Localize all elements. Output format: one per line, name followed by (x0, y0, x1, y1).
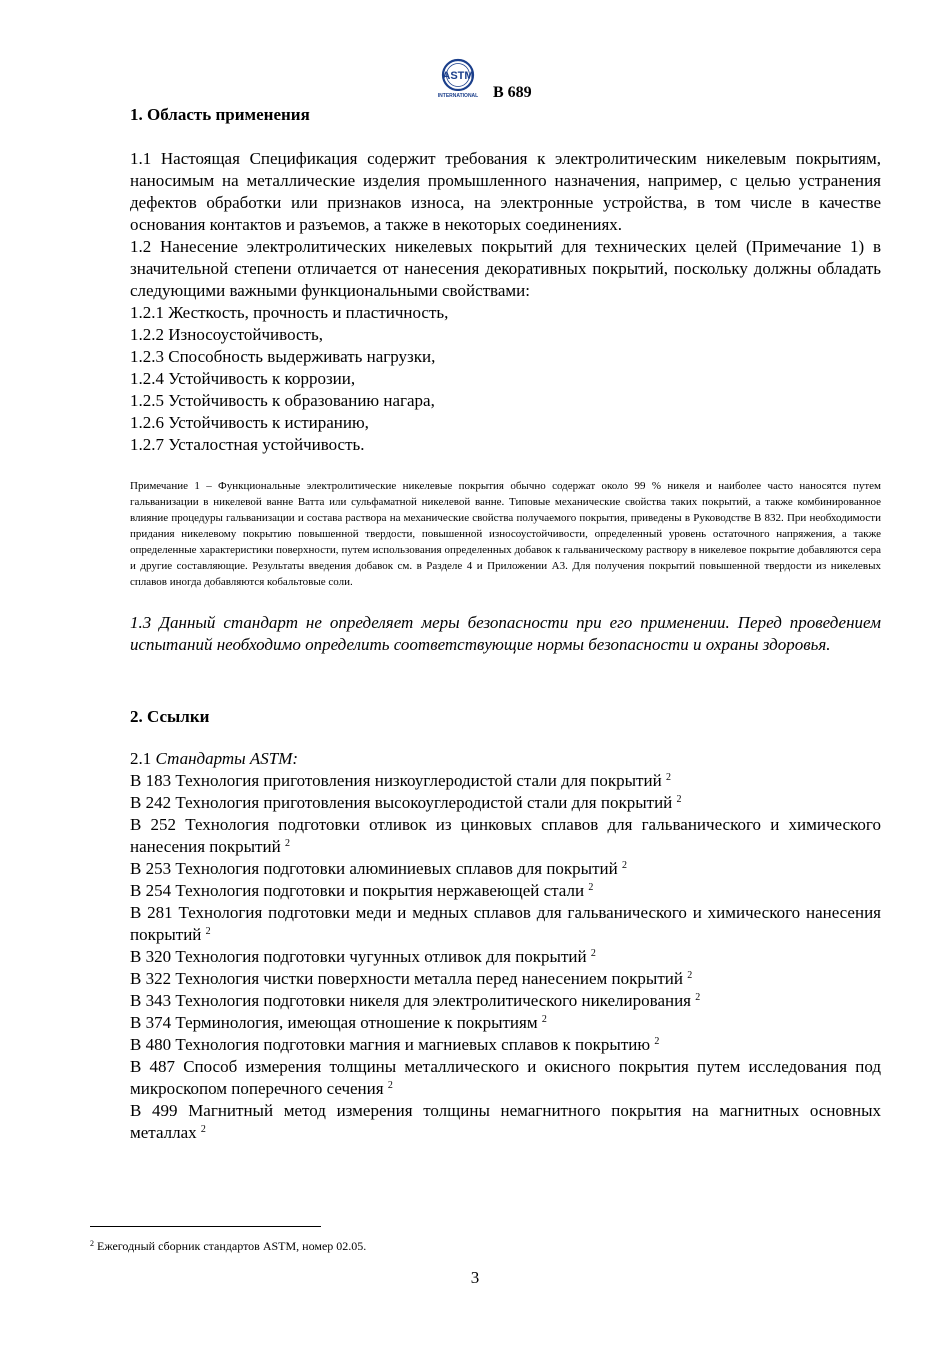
reference-item: В 487 Способ измерения толщины металлического и окисного покрытия путем исследования под микроскопом поперечного сечения $^2$ (130, 1057, 881, 1098)
reference-item: В 281 Технология подготовки меди и медных сплавов для гальванического и химического нанесения покрытий $^2$ (130, 903, 881, 944)
page-content (130, 104, 881, 1144)
list-item: 1.2.6 Устойчивость к истиранию, (130, 413, 369, 432)
footnote-ref: 2 (588, 882, 594, 893)
list-item: 1.2.7 Усталостная устойчивость. (130, 435, 365, 454)
footnote-mark: 2 (90, 1239, 94, 1248)
subsection-2-1-number: 2.1 (130, 749, 156, 768)
subsection-2-1-title: Стандарты ASTM: (155, 749, 299, 768)
footnote-ref: 2 (695, 992, 701, 1003)
footnote-ref: 2 (205, 926, 211, 937)
section-2-title: 2. Ссылки (130, 707, 210, 726)
list-item: 1.2.1 Жесткость, прочность и пластичность, (130, 303, 449, 322)
paragraph-1-1: 1.1 Настоящая Спецификация содержит требования к электролитическим никелевым покрытиям, наносимым на металлические изделия промышленного назначения, например, с целью устранения дефектов обработки или признаков износа, на электронные устройства, в том числе в качестве основания контактов и разъемов, а также в некоторых соединениях. (130, 149, 881, 234)
footnote-divider (90, 1226, 321, 1227)
footnote-ref: 2 (665, 772, 671, 783)
footnote-ref: 2 (676, 794, 682, 805)
list-item: 1.2.4 Устойчивость к коррозии, (130, 369, 356, 388)
svg-text:INTERNATIONAL: INTERNATIONAL (437, 93, 479, 99)
svg-text:ASTM: ASTM (442, 70, 474, 82)
reference-item: В 254 Технология подготовки и покрытия нержавеющей стали $^2$ (130, 881, 594, 900)
reference-item: В 252 Технология подготовки отливок из цинковых сплавов для гальванического и химического нанесения покрытий $^2$ (130, 815, 881, 856)
list-item: 1.2.3 Способность выдерживать нагрузки, (130, 347, 436, 366)
reference-item: В 253 Технология подготовки алюминиевых сплавов для покрытий $^2$ (130, 859, 627, 878)
paragraph-1-3: 1.3 Данный стандарт не определяет меры безопасности при его применении. Перед проведением испытаний необходимо определить соответствующие нормы безопасности и охраны здоровья. (130, 613, 881, 654)
reference-item: В 242 Технология приготовления высокоуглеродистой стали для покрытий $^2$ (130, 793, 682, 812)
subsection-2-1 (130, 748, 881, 770)
footnote-ref: 2 (387, 1080, 393, 1091)
footnote-ref: 2 (200, 1124, 206, 1135)
reference-item: В 343 Технология подготовки никеля для электролитического никелирования $^2$ (130, 991, 701, 1010)
document-code: B 689 (493, 84, 532, 101)
footnote-text: Ежегодный сборник стандартов ASTM, номер 02.05. (97, 1239, 367, 1253)
paragraph-1-2: 1.2 Нанесение электролитических никелевых покрытий для технических целей (Примечание 1) в значительной степени отличается от нанесения декоративных покрытий, поскольку должны обладать следующими важными функциональными свойствами: (130, 237, 881, 300)
footnote-ref: 2 (284, 838, 290, 849)
page-header (0, 58, 950, 104)
reference-item: В 499 Магнитный метод измерения толщины немагнитного покрытия на магнитных основных металлах $^2$ (130, 1101, 881, 1142)
section-1-title: 1. Область применения (130, 105, 310, 124)
footnote-ref: 2 (621, 860, 627, 871)
page-number: 3 (470, 1268, 480, 1287)
astm-logo-icon (432, 58, 484, 100)
reference-item: В 320 Технология подготовки чугунных отливок для покрытий $^2$ (130, 947, 596, 966)
reference-item: В 322 Технология чистки поверхности металла перед нанесением покрытий $^2$ (130, 969, 693, 988)
footnote-ref: 2 (654, 1036, 660, 1047)
reference-item: В 480 Технология подготовки магния и магниевых сплавов к покрытию $^2$ (130, 1035, 660, 1054)
list-item: 1.2.5 Устойчивость к образованию нагара, (130, 391, 435, 410)
footnote-ref: 2 (687, 970, 693, 981)
reference-item: В 374 Терминология, имеющая отношение к покрытиям $^2$ (130, 1013, 547, 1032)
reference-item: В 183 Технология приготовления низкоуглеродистой стали для покрытий $^2$ (130, 771, 671, 790)
footnote (90, 1238, 366, 1254)
footnote-ref: 2 (541, 1014, 547, 1025)
footnote-ref: 2 (590, 948, 596, 959)
list-item: 1.2.2 Износоустойчивость, (130, 325, 323, 344)
note-1: Примечание 1 – Функциональные электролитические никелевые покрытия обычно содержат около 99 % никеля и наиболее часто наносятся путем гальванизации в никелевой ванне Ватта или сульфаматной никелевой ванне. Типовые механические свойства таких покрытий, а также комбинированное влияние процедуры гальванизации и состава раствора на механические свойства получаемого покрытия, приведены в Руководстве В 832. При необходимости придания никелевому покрытию повышенной твердости, повышенной износоустойчивости, определенный уровень остаточного напряжения, а также определенные характеристики поверхности, путем использования определенных добавок к гальваническому раствору в никелевое покрытие добавляются сера и другие составляющие. Результаты введения добавок см. в Разделе 4 и Приложении А3. Для получения покрытий повышенной твердости из никелевых сплавов иногда добавляются кобальтовые соли. (130, 480, 881, 588)
